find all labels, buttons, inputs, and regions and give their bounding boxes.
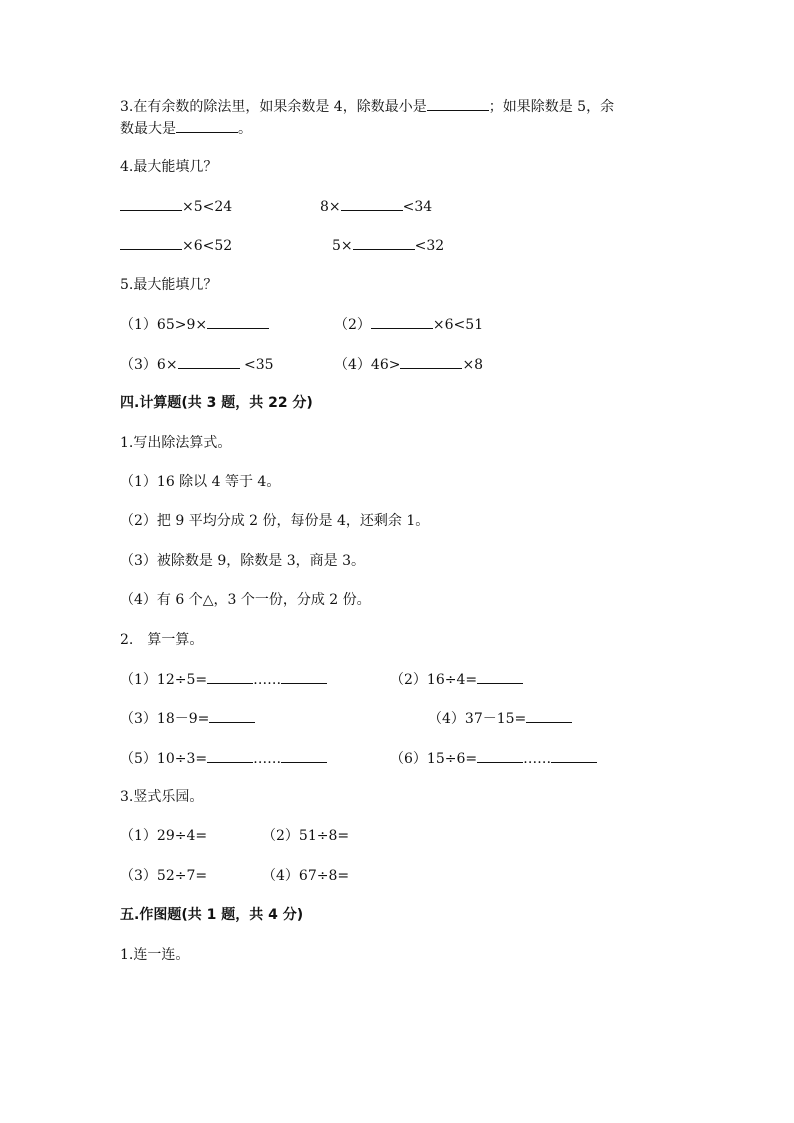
q5-item-4-text-b: ×8: [462, 357, 484, 373]
q5-title: 5.最大能填几？: [120, 277, 218, 293]
q3-line-1: [120, 96, 614, 117]
q5-blank-1[interactable]: [207, 314, 269, 329]
c3-item-3: （3）52÷7=: [120, 868, 208, 884]
q3-text-c: 数最大是: [120, 121, 176, 137]
c1-title: 1.写出除法算式。: [120, 435, 232, 451]
q5-blank-3[interactable]: [178, 354, 240, 369]
c2-blank-5-quotient[interactable]: [207, 748, 253, 763]
q5-blank-4[interactable]: [400, 354, 462, 369]
c2-item-4-text: （4）37－15=: [428, 711, 527, 727]
c2-blank-1-remainder[interactable]: [281, 669, 327, 684]
c1-item-1: （1）16 除以 4 等于 4。: [120, 474, 281, 490]
c2-title: 2. 算一算。: [120, 632, 204, 648]
q3-blank-max-remainder[interactable]: [176, 118, 238, 133]
q4-blank-4[interactable]: [353, 235, 415, 250]
c2-item-5-text: （5）10÷3=: [120, 751, 208, 767]
q4-item-4-text-b: <32: [414, 238, 445, 254]
q4-item-2: [320, 196, 432, 217]
c1-item-2: （2）把 9 平均分成 2 份，每份是 4，还剩余 1。: [120, 513, 430, 529]
c3-item-2: （2）51÷8=: [262, 828, 350, 844]
q4-item-4: [332, 235, 444, 256]
c1-item-4: （4）有 6 个△，3 个一份，分成 2 份。: [120, 592, 371, 608]
q5-blank-2[interactable]: [371, 314, 433, 329]
section-5-heading: 五.作图题(共 1 题，共 4 分): [120, 907, 304, 923]
q5-item-3-text-b: <35: [239, 357, 274, 373]
q5-item-3: [120, 354, 274, 375]
c2-item-1-text: （1）12÷5=: [120, 672, 208, 688]
q4-item-2-text-a: 8×: [320, 199, 341, 215]
c2-blank-5-remainder[interactable]: [281, 748, 327, 763]
q5-item-1: [120, 314, 269, 335]
q4-item-3: [120, 235, 232, 256]
q3-text-d: 。: [238, 121, 252, 137]
q4-blank-2[interactable]: [341, 196, 403, 211]
c2-item-5-dots: ……: [253, 751, 282, 767]
q5-item-2-text-a: （2）: [334, 317, 371, 333]
c2-item-6-text: （6）15÷6=: [390, 751, 478, 767]
q5-item-3-text-a: （3）6×: [120, 357, 178, 373]
q4-blank-3[interactable]: [120, 235, 182, 250]
c2-item-4: [428, 708, 572, 729]
q5-item-1-text: （1）65>9×: [120, 317, 208, 333]
c2-blank-2[interactable]: [477, 669, 523, 684]
q3-text-a: 3.在有余数的除法里，如果余数是 4，除数最小是: [120, 99, 427, 115]
q5-item-2: [334, 314, 483, 335]
c3-item-4: （4）67÷8=: [262, 868, 350, 884]
q5-item-4: [334, 354, 483, 375]
q4-item-3-text: ×6<52: [182, 238, 233, 254]
c2-item-1-dots: ……: [253, 672, 282, 688]
c2-item-6-dots: ……: [523, 751, 552, 767]
c3-title: 3.竖式乐园。: [120, 789, 204, 805]
q3-line-2: [120, 118, 252, 139]
q4-item-2-text-b: <34: [402, 199, 433, 215]
q4-item-1: [120, 196, 232, 217]
c2-item-1: [120, 669, 327, 690]
d1-title: 1.连一连。: [120, 947, 190, 963]
c2-blank-6-remainder[interactable]: [551, 748, 597, 763]
q4-item-1-text: ×5<24: [182, 199, 233, 215]
q3-blank-min-divisor[interactable]: [427, 96, 489, 111]
c2-blank-1-quotient[interactable]: [207, 669, 253, 684]
q4-item-4-text-a: 5×: [332, 238, 353, 254]
c2-item-3-text: （3）18－9=: [120, 711, 210, 727]
c1-item-3: （3）被除数是 9，除数是 3，商是 3。: [120, 553, 365, 569]
c2-blank-4[interactable]: [526, 708, 572, 723]
q4-blank-1[interactable]: [120, 196, 182, 211]
c2-item-2: [390, 669, 523, 690]
c2-item-5: [120, 748, 327, 769]
q5-item-2-text-b: ×6<51: [432, 317, 484, 333]
c2-item-6: [390, 748, 597, 769]
q4-title: 4.最大能填几？: [120, 159, 218, 175]
c2-blank-6-quotient[interactable]: [477, 748, 523, 763]
c3-item-1: （1）29÷4=: [120, 828, 208, 844]
c2-blank-3[interactable]: [209, 708, 255, 723]
section-4-heading: 四.计算题(共 3 题，共 22 分): [120, 395, 313, 411]
c2-item-2-text: （2）16÷4=: [390, 672, 478, 688]
c2-item-3: [120, 708, 255, 729]
q5-item-4-text-a: （4）46>: [334, 357, 401, 373]
q3-text-b: ；如果除数是 5，余: [488, 99, 615, 115]
